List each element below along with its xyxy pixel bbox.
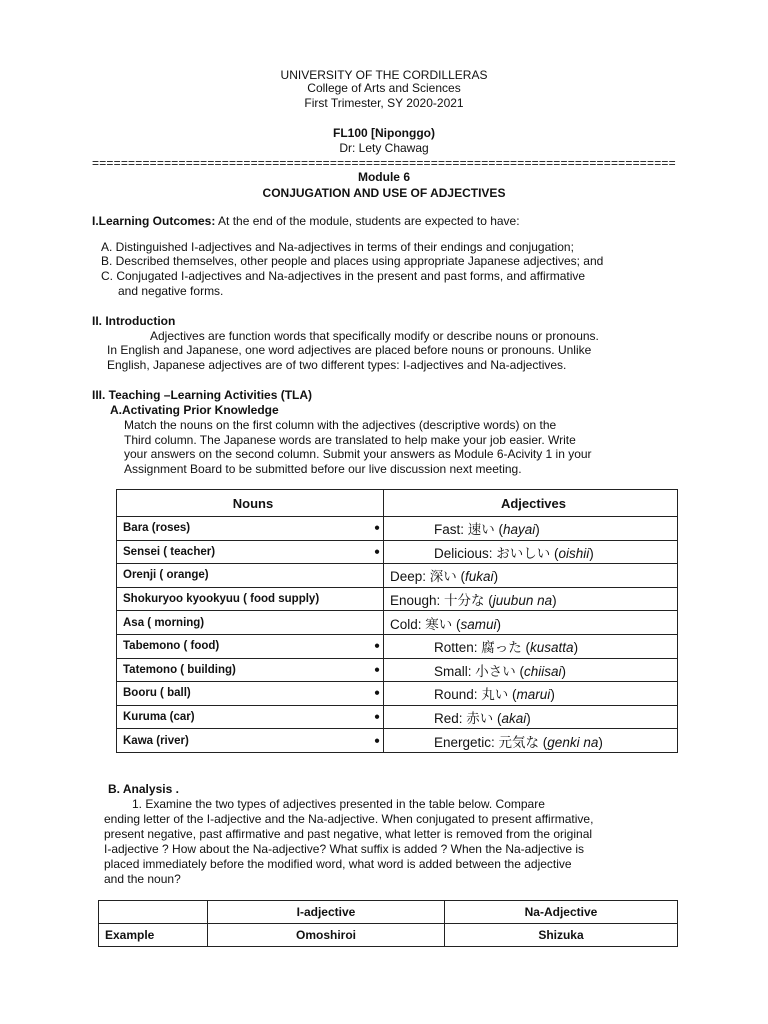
adjective-cell xyxy=(384,682,678,706)
introduction-line-2: In English and Japanese, one word adjectives are placed before nouns or pronouns. Unlike xyxy=(107,343,592,357)
separator-line: ================================================================================= xyxy=(92,156,676,170)
matching-table-header xyxy=(117,490,678,517)
matching-row xyxy=(117,729,678,753)
introduction-line-3: English, Japanese adjectives are of two different types: I-adjectives and Na-adjectives. xyxy=(107,358,567,372)
outcome-b: B. Described themselves, other people and places using appropriate Japanese adjectives; and xyxy=(101,254,604,268)
adjective-cell xyxy=(384,540,678,564)
adjectives-column-header: Adjectives xyxy=(384,490,678,517)
adjective-romaji: samui xyxy=(460,616,497,632)
paren-open: ( xyxy=(515,663,525,679)
adjective-japanese: 丸い xyxy=(481,687,509,704)
module-title: CONJUGATION AND USE OF ADJECTIVES xyxy=(262,186,506,200)
adjective-example-table xyxy=(98,900,678,947)
adjective-cell xyxy=(384,564,678,588)
matching-row xyxy=(117,611,678,635)
noun-text: Kuruma (car) xyxy=(123,711,195,724)
adjective-english: Deep: xyxy=(390,569,430,585)
adjective-cell xyxy=(384,517,678,541)
adjective-cell xyxy=(384,634,678,658)
adjective-romaji: chiisai xyxy=(524,663,562,679)
adjective-cell xyxy=(384,587,678,611)
adjective-english: Fast: xyxy=(434,522,468,538)
na-adjective-example: Shizuka xyxy=(445,924,678,947)
adjective-cell xyxy=(384,658,678,682)
matching-table-body xyxy=(117,517,678,753)
paren-close: ) xyxy=(526,711,531,727)
na-adjective-header: Na-Adjective xyxy=(445,901,678,924)
adjective-cell xyxy=(384,729,678,753)
bullet-icon: ● xyxy=(373,687,380,699)
analysis-line-5: placed immediately before the modified word, what word is added between the adjective xyxy=(104,857,572,871)
course-code: FL100 [Niponggo) xyxy=(333,126,435,140)
adjective-romaji: juubun na xyxy=(492,593,553,609)
bullet-icon: ● xyxy=(373,711,380,723)
bullet-icon: ● xyxy=(373,664,380,676)
adjective-romaji: oishii xyxy=(558,545,590,561)
matching-table xyxy=(116,489,678,753)
term: First Trimester, SY 2020-2021 xyxy=(304,96,464,110)
paren-close: ) xyxy=(561,663,567,679)
analysis-line-3: present negative, past affirmative and past negative, what letter is removed from the original xyxy=(104,827,593,841)
noun-text: Orenji ( orange) xyxy=(123,569,209,582)
adjective-japanese: 赤い xyxy=(466,711,494,728)
blank-header-cell xyxy=(99,901,208,924)
noun-cell xyxy=(117,658,384,682)
adjective-english: Delicious: xyxy=(434,545,497,561)
matching-row xyxy=(117,634,678,658)
noun-text: Asa ( morning) xyxy=(123,616,205,629)
example-row-label: Example xyxy=(99,924,208,947)
paren-open: ( xyxy=(452,616,461,632)
noun-cell xyxy=(117,634,384,658)
noun-cell xyxy=(117,564,384,588)
paren-open: ( xyxy=(521,640,531,656)
nouns-column-header: Nouns xyxy=(117,490,384,517)
paren-open: ( xyxy=(493,711,502,727)
adjective-japanese: 深い xyxy=(429,569,457,586)
matching-row xyxy=(117,705,678,729)
adjective-romaji: fukai xyxy=(465,569,494,585)
noun-text: Shokuryoo kyookyuu ( food supply) xyxy=(123,593,320,606)
bullet-icon: ● xyxy=(373,640,380,652)
analysis-line-1: 1. Examine the two types of adjectives presented in the table below. Compare xyxy=(132,797,545,811)
outcome-c-cont: and negative forms. xyxy=(118,284,224,298)
outcome-c: C. Conjugated I-adjectives and Na-adjectives in the present and past forms, and affirmative xyxy=(101,269,586,283)
adjective-cell xyxy=(384,705,678,729)
analysis-line-4: I-adjective ? How about the Na-adjective? What suffix is added ? When the Na-adjective is xyxy=(104,842,585,856)
noun-text: Sensei ( teacher) xyxy=(123,545,216,558)
analysis-line-6: and the noun? xyxy=(104,872,181,886)
tla-heading: III. Teaching –Learning Activities (TLA) xyxy=(92,388,313,402)
tla-subheading: A.Activating Prior Knowledge xyxy=(110,403,279,417)
adjective-romaji: genki na xyxy=(547,734,599,750)
adjective-english: Enough: xyxy=(390,593,445,609)
instructor: Dr: Lety Chawag xyxy=(339,141,429,155)
paren-open: ( xyxy=(539,734,548,750)
paren-close: ) xyxy=(589,545,594,561)
adjective-japanese: 十分な xyxy=(444,593,485,610)
example-table-header xyxy=(99,901,678,924)
i-adjective-header: I-adjective xyxy=(208,901,445,924)
analysis-line-2: ending letter of the I-adjective and the Na-adjective. When conjugated to present affirmative, xyxy=(104,812,594,826)
paren-close: ) xyxy=(493,569,499,585)
paren-open: ( xyxy=(508,687,517,703)
noun-text: Bara (roses) xyxy=(123,522,191,535)
matching-row xyxy=(117,517,678,541)
paren-open: ( xyxy=(484,593,493,609)
noun-text: Tabemono ( food) xyxy=(123,640,220,653)
tla-line-2: Third column. The Japanese words are translated to help make your job easier. Write xyxy=(124,433,576,447)
paren-open: ( xyxy=(456,569,466,585)
adjective-romaji: akai xyxy=(501,711,527,727)
noun-text: Booru ( ball) xyxy=(123,687,191,700)
learning-outcomes-heading: I.Learning Outcomes: xyxy=(92,214,216,228)
adjective-japanese: 腐った xyxy=(481,640,522,657)
bullet-icon: ● xyxy=(373,546,380,558)
noun-cell xyxy=(117,517,384,541)
tla-line-1: Match the nouns on the first column with the adjectives (descriptive words) on the xyxy=(124,418,557,432)
paren-close: ) xyxy=(550,687,555,703)
matching-row xyxy=(117,564,678,588)
noun-cell xyxy=(117,729,384,753)
adjective-japanese: 小さい xyxy=(475,663,516,680)
noun-cell xyxy=(117,611,384,635)
i-adjective-example: Omoshiroi xyxy=(208,924,445,947)
noun-cell xyxy=(117,682,384,706)
bullet-icon: ● xyxy=(373,735,380,747)
adjective-romaji: marui xyxy=(516,687,551,703)
noun-cell xyxy=(117,587,384,611)
paren-open: ( xyxy=(550,545,559,561)
paren-close: ) xyxy=(598,734,603,750)
matching-row xyxy=(117,682,678,706)
university-name: UNIVERSITY OF THE CORDILLERAS xyxy=(280,68,488,82)
introduction-heading: II. Introduction xyxy=(92,314,176,328)
noun-text: Tatemono ( building) xyxy=(123,663,236,676)
adjective-english: Small: xyxy=(434,663,476,679)
adjective-english: Round: xyxy=(434,687,482,703)
noun-text: Kawa (river) xyxy=(123,734,189,747)
tla-line-4: Assignment Board to be submitted before our live discussion next meeting. xyxy=(124,462,522,476)
paren-close: ) xyxy=(535,522,540,538)
adjective-japanese: おいしい xyxy=(496,545,551,562)
outcome-a: A. Distinguished I-adjectives and Na-adjectives in terms of their endings and conjugation; xyxy=(101,240,574,254)
adjective-japanese: 元気な xyxy=(498,734,540,751)
adjective-japanese: 寒い xyxy=(425,616,453,633)
matching-row xyxy=(117,587,678,611)
introduction-line-1: Adjectives are function words that specifically modify or describe nouns or pronouns. xyxy=(150,329,599,343)
module-number: Module 6 xyxy=(357,170,410,184)
tla-line-3: your answers on the second column. Submit your answers as Module 6-Acivity 1 in your xyxy=(124,447,592,461)
adjective-romaji: kusatta xyxy=(530,640,574,656)
adjective-cell xyxy=(384,611,678,635)
example-table-row xyxy=(99,924,678,947)
adjective-english: Energetic: xyxy=(434,734,499,750)
adjective-english: Rotten: xyxy=(434,640,482,656)
adjective-english: Cold: xyxy=(390,616,426,632)
paren-open: ( xyxy=(494,522,504,538)
adjective-romaji: hayai xyxy=(503,522,536,538)
bullet-icon: ● xyxy=(373,522,380,534)
learning-outcomes xyxy=(92,214,520,229)
paren-close: ) xyxy=(496,616,502,632)
noun-cell xyxy=(117,705,384,729)
matching-row xyxy=(117,658,678,682)
matching-row xyxy=(117,540,678,564)
adjective-english: Red: xyxy=(434,711,467,727)
paren-close: ) xyxy=(552,593,557,609)
analysis-heading: B. Analysis . xyxy=(108,782,179,796)
learning-outcomes-intro: At the end of the module, students are expected to have: xyxy=(218,214,520,228)
noun-cell xyxy=(117,540,384,564)
college-name: College of Arts and Sciences xyxy=(307,81,461,95)
paren-close: ) xyxy=(573,640,579,656)
adjective-japanese: 速い xyxy=(467,522,495,539)
